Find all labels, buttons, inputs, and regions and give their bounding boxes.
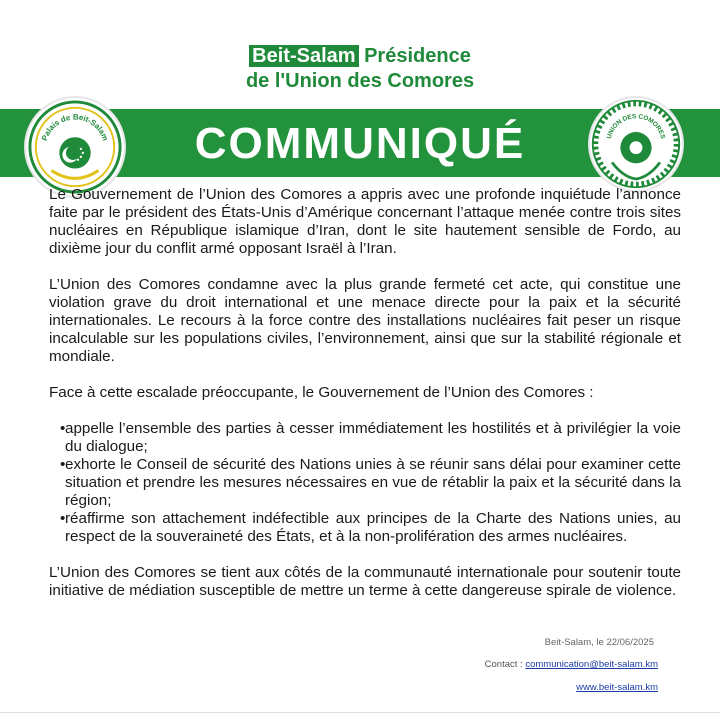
national-seal-icon: [590, 98, 682, 190]
contact-label: Contact :: [484, 659, 526, 670]
website-link[interactable]: www.beit-salam.km: [576, 682, 658, 693]
list-item: [49, 420, 681, 456]
list-item-text: exhorte le Conseil de sécurité des Nations unies à se réunir sans délai pour examiner cette situation et prendre les mesures nécessaires en vue de rétablir la paix et la sécurité dans la région;: [65, 456, 681, 509]
svg-text:Palais de Beit-Salam: Palais de Beit-Salam: [39, 112, 111, 142]
brand-name: Beit-Salam: [249, 45, 358, 67]
list-item: [49, 456, 681, 510]
union-des-comores-seal: [590, 98, 682, 190]
header: [0, 44, 720, 94]
palace-seal-icon: [26, 98, 124, 196]
bottom-divider: [0, 712, 720, 713]
bullet-icon: •: [60, 456, 66, 473]
contact-line: [485, 659, 658, 670]
government-actions-list: [49, 420, 681, 546]
paragraph-intro: Le Gouvernement de l’Union des Comores a appris avec une profonde inquiétude l’annonce faite par le président des États-Unis d’Amérique concernant l’attaque menée contre trois sites nucléaires en République islamique d’Iran, dont le site hautement sensible de Fordo, au dixième jour du conflit armé opposant Israël à l’Iran.: [49, 186, 681, 257]
list-item-text: appelle l’ensemble des parties à cesser immédiatement les hostilités et à privilégier la voie du dialogue;: [65, 420, 681, 455]
date-line: Beit-Salam, le 22/06/2025: [544, 637, 654, 648]
contact-email-link[interactable]: communication@beit-salam.km: [525, 659, 658, 670]
header-line-2: de l'Union des Comores: [245, 70, 475, 92]
svg-text:UNION DES COMORES: UNION DES COMORES: [605, 113, 667, 140]
bullet-icon: •: [60, 510, 66, 527]
header-title-presidence: Présidence: [364, 45, 471, 67]
header-line-1: [0, 44, 720, 69]
list-item-text: réaffirme son attachement indéfectible aux principes de la Charte des Nations unies, au respect de la souveraineté des États, et à la non-prolifération des armes nucléaires.: [65, 510, 681, 545]
banner-title: COMMUNIQUÉ: [194, 119, 526, 168]
paragraph-escalation: Face à cette escalade préoccupante, le Gouvernement de l’Union des Comores :: [49, 384, 594, 401]
paragraph-conclusion: L’Union des Comores se tient aux côtés de la communauté internationale pour soutenir toute initiative de médiation susceptible de mettre un terme à cette dangereuse spirale de violence.: [49, 564, 681, 599]
paragraph-condemnation: L’Union des Comores condamne avec la plus grande fermeté cet acte, qui constitue une violation grave du droit international et une menace directe pour la paix et la sécurité internationales. Le recours à la force contre des installations nucléaires fait peser un risque incalculable sur les populations civiles, l’environnement, ainsi que sur la stabilité régionale et mondiale.: [49, 276, 681, 365]
communique-body: [49, 186, 681, 618]
list-item: [49, 510, 681, 546]
bullet-icon: •: [60, 420, 66, 437]
beit-salam-palace-seal: [26, 98, 124, 196]
